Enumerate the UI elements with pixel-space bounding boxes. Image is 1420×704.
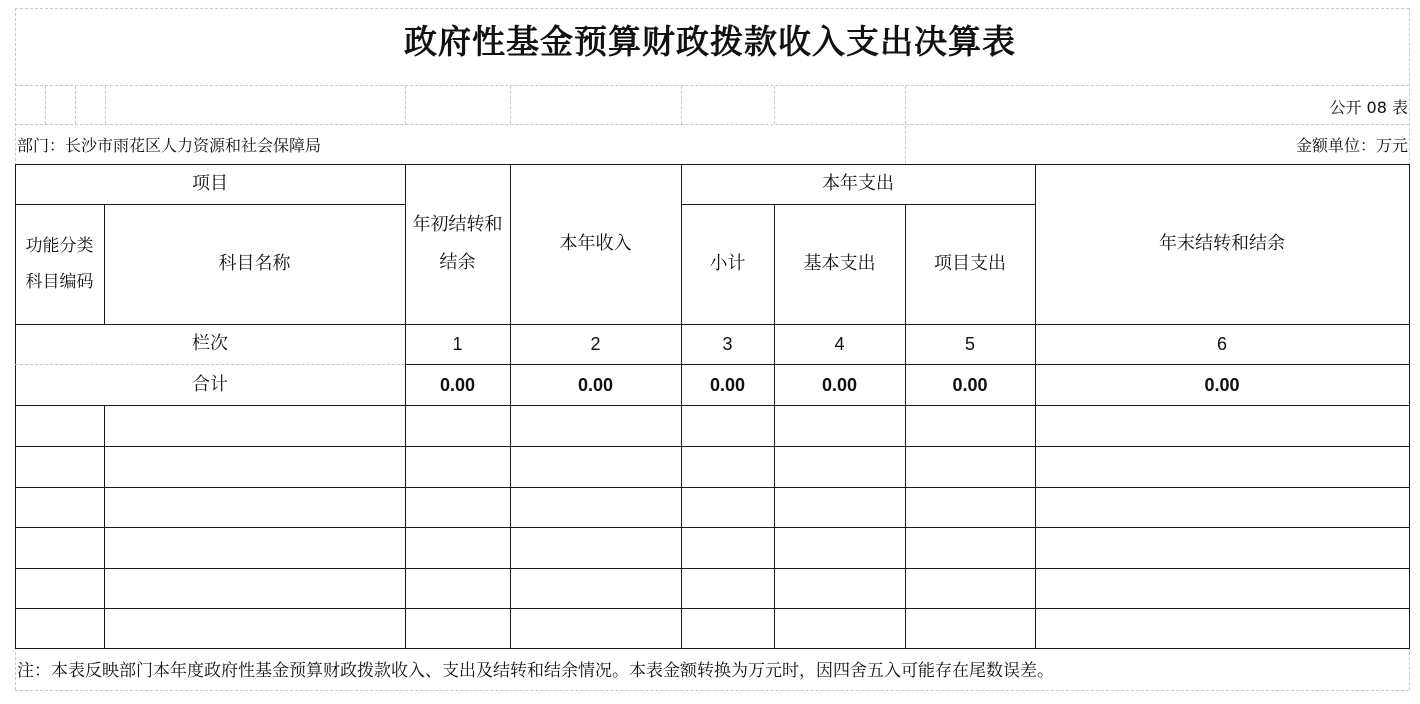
header-func-code: 功能分类 科目编码 — [25, 236, 94, 292]
header-subject-name: 科目名称 — [218, 253, 291, 274]
header-closing-balance: 年末结转和结余 — [1159, 233, 1285, 254]
unit-label: 金额单位：万元 — [1295, 136, 1408, 155]
total-income: 0.00 — [577, 374, 614, 395]
total-closing-balance: 0.00 — [1204, 374, 1240, 395]
total-label: 合计 — [192, 373, 228, 395]
column-index-label: 栏次 — [192, 333, 228, 354]
header-income: 本年收入 — [559, 233, 632, 254]
footnote: 注：本表反映部门本年度政府性基金预算财政拨款收入、支出及结转和结余情况。本表金额转换为万元时，因四舍五入可能存在尾数误差。 — [17, 661, 1054, 681]
report-title: 政府性基金预算财政拨款收入支出决算表 — [404, 22, 1016, 61]
header-opening-balance: 年初结转和 结余 — [412, 214, 503, 273]
total-project: 0.00 — [952, 374, 988, 395]
column-index-2: 2 — [590, 334, 601, 354]
header-expenditure: 本年支出 — [822, 173, 894, 194]
column-index-3: 3 — [722, 334, 733, 354]
header-project-expenditure: 项目支出 — [934, 253, 1006, 274]
column-index-4: 4 — [834, 334, 845, 354]
header-project: 项目 — [192, 173, 228, 194]
column-index-5: 5 — [964, 334, 975, 354]
department-label: 部门：长沙市雨花区人力资源和社会保障局 — [17, 136, 322, 155]
total-opening-balance: 0.00 — [439, 374, 476, 395]
table-number: 公开 08 表 — [1329, 98, 1408, 117]
total-subtotal: 0.00 — [709, 374, 746, 395]
total-basic: 0.00 — [821, 374, 858, 395]
header-basic-expenditure: 基本支出 — [803, 253, 876, 274]
column-index-6: 6 — [1216, 334, 1227, 354]
column-index-1: 1 — [452, 334, 463, 354]
header-subtotal: 小计 — [709, 253, 746, 274]
